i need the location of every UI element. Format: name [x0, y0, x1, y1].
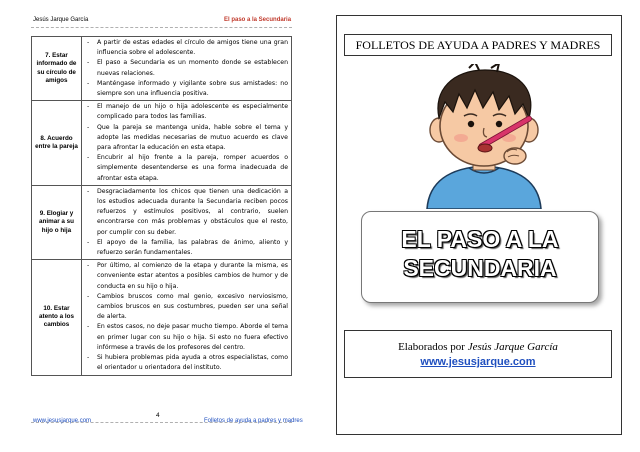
list-item: - Por último, al comienzo de la etapa y durante la misma, es conveniente estar atentos a posibles cambios de humor y de conducta en su hijo o hija.	[87, 261, 288, 292]
cover-page	[336, 15, 622, 435]
row-content	[82, 37, 292, 101]
eye-left-shape	[468, 121, 474, 127]
row-content	[82, 260, 292, 375]
list-item: - El manejo de un hijo o hija adolescente es especialmente complicado para todos las familias.	[87, 102, 288, 122]
row-label: 9. Elogiar y animar a su hijo o hija	[32, 185, 82, 259]
row-label: 8. Acuerdo entre la pareja	[32, 101, 82, 186]
mouth-shape	[478, 144, 492, 152]
list-item: - A partir de estas edades el círculo de amigos tiene una gran influencia sobre el adolescente.	[87, 38, 288, 58]
advice-table	[31, 36, 292, 376]
footer-website-link[interactable]: www.jesusjarque.com	[33, 418, 92, 424]
list-item: - Manténgase informado y vigilante sobre sus amistades: no siempre son una influencia positiva.	[87, 79, 288, 99]
list-item: - En estos casos, no deje pasar mucho tiempo. Aborde el tema en primer lugar con su hijo o hija. Si esto no fuera efectivo infórmese a través de los profesores del centro.	[87, 322, 288, 353]
cover-title-box	[361, 211, 599, 303]
list-item: - Desgraciadamente los chicos que tienen una dedicación a los estudios adecuada durante la Secundaria reciben pocos refuerzos y estímulos positivos, al contrario, suelen encontrarse con más problemas y obstáculos que el resto, por cumplir con su deber.	[87, 187, 288, 238]
credit-line	[345, 341, 611, 353]
table-row	[32, 101, 292, 186]
table-row	[32, 260, 292, 375]
table-row	[32, 185, 292, 259]
eye-right-shape	[496, 121, 502, 127]
hand-shape	[504, 148, 526, 164]
cover-title-line-2: SECUNDARIA	[403, 255, 557, 281]
boy-brushing-teeth-illustration	[409, 64, 559, 209]
list-item: - Si hubiera problemas pida ayuda a otros especialistas, como el orientador u orientadora del instituto.	[87, 353, 288, 373]
row-content	[82, 185, 292, 259]
table-row	[32, 37, 292, 101]
credit-box	[344, 330, 612, 378]
header-author: Jesús Jarque García	[33, 17, 89, 23]
credit-author: Jesús Jarque García	[467, 341, 558, 353]
cover-title-line-1: EL PASO A LA	[401, 226, 559, 252]
header-title: El paso a la Secundaria	[224, 17, 292, 23]
list-item: - Que la pareja se mantenga unida, hable sobre el tema y adopte las medidas necesarias de mutuo acuerdo es clave para afrontar la educación en esta etapa.	[87, 123, 288, 154]
list-item: - Encubrir al hijo frente a la pareja, romper acuerdos o simplemente desentenderse es una forma inadecuada de afrontar esta etapa.	[87, 153, 288, 184]
series-title: FOLLETOS DE AYUDA A PADRES Y MADRES	[344, 34, 612, 56]
footer-series: Folletos de ayuda a padres y madres	[204, 418, 303, 424]
row-content	[82, 101, 292, 186]
list-item: - El paso a Secundaria es un momento donde se establecen nuevas relaciones.	[87, 58, 288, 78]
website-link[interactable]: www.jesusjarque.com	[420, 356, 536, 368]
header-divider	[31, 27, 292, 28]
list-item: - El apoyo de la familia, las palabras de ánimo, aliento y refuerzo serán fundamentales.	[87, 238, 288, 258]
credit-prefix: Elaborados por	[398, 341, 468, 353]
row-label: 10. Estar atento a los cambios	[32, 260, 82, 375]
page-number: 4	[156, 412, 160, 419]
list-item: - Cambios bruscos como mal genio, excesivo nerviosismo, cambios bruscos en sus costumbres, pueden ser una señal de alerta.	[87, 292, 288, 323]
row-label: 7. Estar informado de su círculo de amigos	[32, 37, 82, 101]
